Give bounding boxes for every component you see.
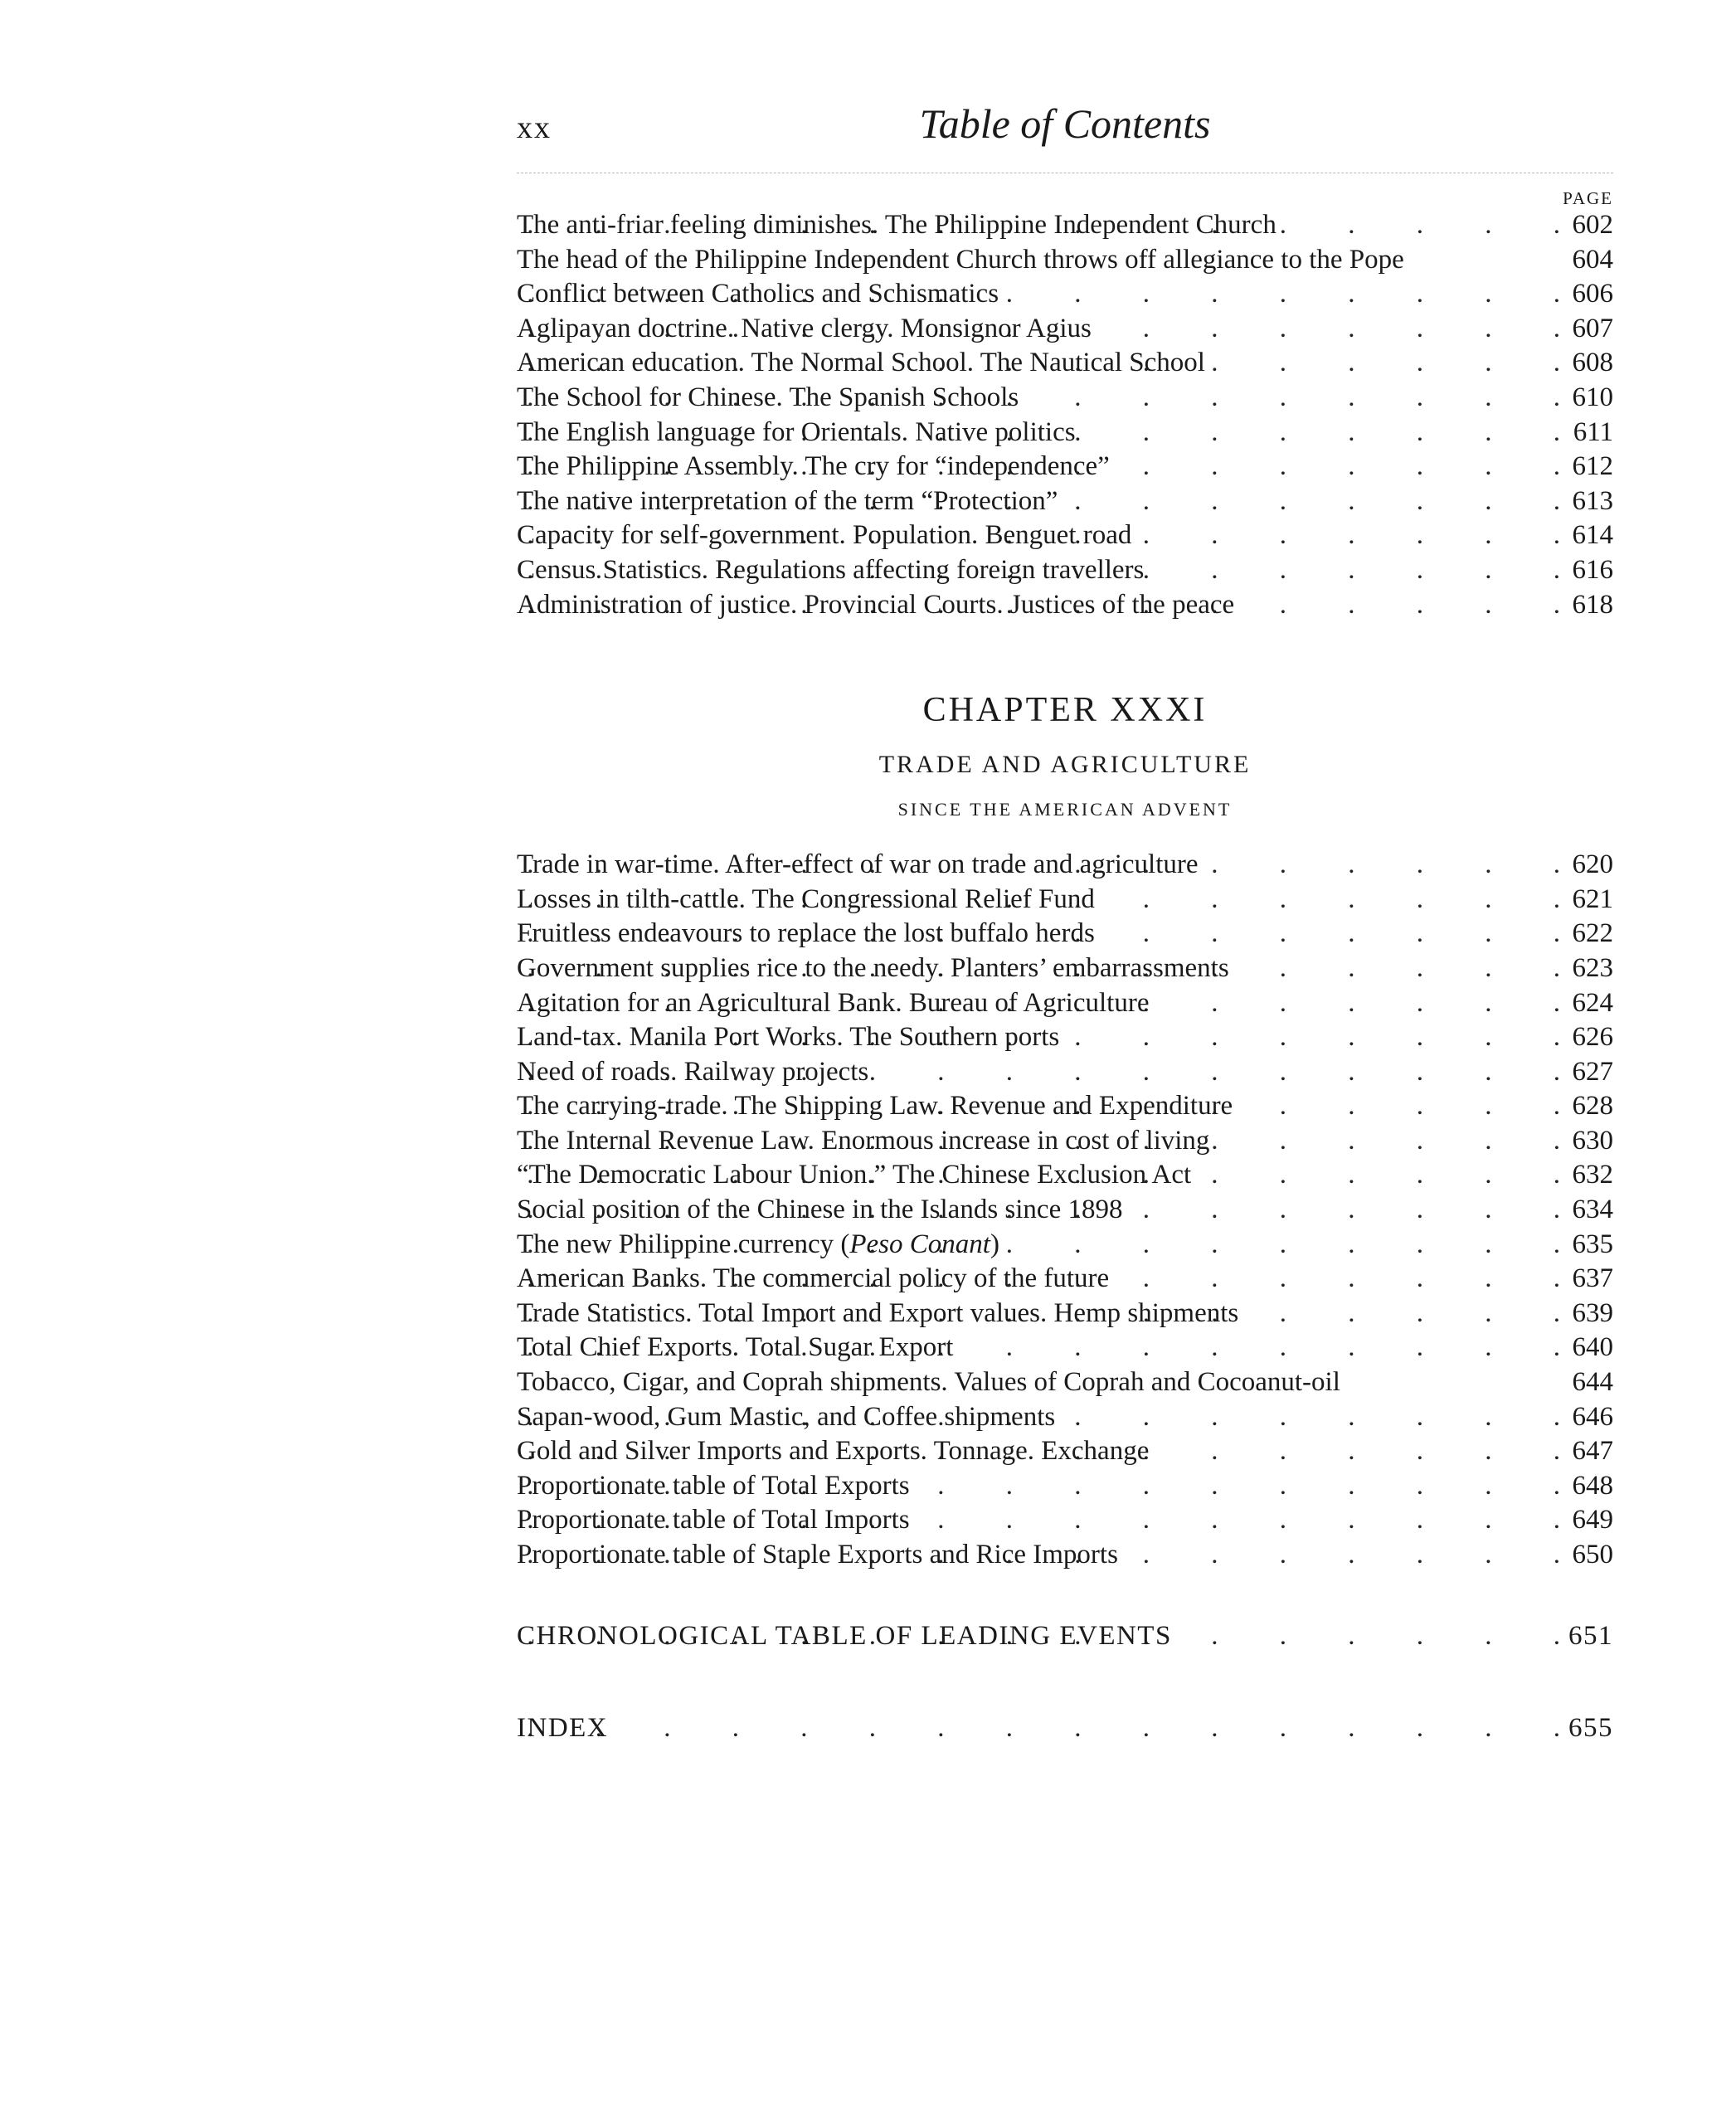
dot-leader — [1059, 1020, 1560, 1055]
toc-entry — [517, 1020, 1613, 1055]
toc-entry-page: 650 — [1572, 1540, 1613, 1570]
toc-entry — [517, 277, 1613, 312]
toc-entry-text: The English language for Orientals. Native politics — [517, 416, 1076, 447]
toc-entry — [517, 1434, 1613, 1469]
toc-entry-text: The School for Chinese. The Spanish Schools — [517, 382, 1019, 412]
page-header — [517, 100, 1613, 159]
toc-entry-text: CHRONOLOGICAL TABLE OF LEADING EVENTS — [517, 1620, 1172, 1651]
toc-entry-page: 626 — [1572, 1022, 1613, 1053]
toc-entry-text: Fruitless endeavours to replace the lost buffalo herds — [517, 918, 1095, 949]
toc-entry — [517, 951, 1613, 986]
dot-leader — [1234, 588, 1560, 623]
chapter-heading — [517, 685, 1613, 823]
dot-leader — [1238, 1297, 1560, 1331]
toc-entry-text: INDEX — [517, 1713, 609, 1744]
dot-leader — [1149, 1434, 1560, 1469]
dot-leader — [910, 1503, 1560, 1538]
toc-entry-text-part: The new Philippine currency ( — [517, 1229, 850, 1259]
toc-entry-page: 624 — [1572, 987, 1613, 1018]
chapter-subtitle: SINCE THE AMERICAN ADVENT — [897, 799, 1233, 820]
toc-entry-text: Census Statistics. Regulations affecting foreign travellers — [517, 554, 1145, 585]
toc-entry-text: Administration of justice. Provincial Courts. Justices of the peace — [517, 589, 1235, 620]
toc-entry-text: “The Democratic Labour Union.” The Chinese Exclusion Act — [517, 1160, 1192, 1190]
dot-leader — [1144, 553, 1560, 588]
toc-entry-text: Social position of the Chinese in the Islands since 1898 — [517, 1195, 1123, 1225]
dot-leader — [1199, 848, 1560, 883]
toc-entry-page: 627 — [1572, 1056, 1613, 1087]
toc-entry-page: 613 — [1572, 485, 1613, 516]
toc-entry-page: 611 — [1573, 416, 1613, 447]
toc-entry — [517, 986, 1613, 1021]
page-column-label: PAGE — [1563, 188, 1613, 208]
toc-entry — [517, 1365, 1613, 1400]
toc-entry-text: The head of the Philippine Independent Church throws off allegiance to the Pope — [517, 244, 1404, 275]
toc-entry-page: 630 — [1572, 1125, 1613, 1156]
toc-entry-text: The Internal Revenue Law. Enormous increase in cost of living — [517, 1125, 1210, 1156]
toc-entry-page: 640 — [1572, 1332, 1613, 1363]
toc-entry — [517, 381, 1613, 416]
dot-leader — [1233, 1089, 1560, 1124]
toc-entry-page: 607 — [1572, 313, 1613, 343]
toc-entry — [517, 416, 1613, 450]
toc-entry-page: 649 — [1572, 1505, 1613, 1535]
toc-entry-text: Proportionate table of Total Imports — [517, 1505, 910, 1535]
toc-entry — [517, 1158, 1613, 1193]
toc-entry — [517, 208, 1613, 243]
toc-entry-page: 623 — [1572, 952, 1613, 983]
dot-leader — [1209, 1124, 1560, 1159]
chronological-table-section — [517, 1619, 1613, 1654]
toc-entry-page: 614 — [1572, 520, 1613, 551]
toc-entry-text: The anti-friar feeling diminishes. The Philippine Independent Church — [517, 210, 1276, 240]
toc-entry-page: 612 — [1572, 451, 1613, 482]
toc-entry — [517, 588, 1613, 623]
toc-entry — [517, 484, 1613, 519]
dot-leader — [1191, 1158, 1560, 1193]
toc-entry-text: The native interpretation of the term “Protection” — [517, 485, 1058, 516]
toc-entry-text: Government supplies rice to the needy. Planters’ embarrassments — [517, 952, 1229, 983]
toc-entry-text: Gold and Silver Imports and Exports. Tonnage. Exchange — [517, 1436, 1150, 1467]
toc-entry — [517, 450, 1613, 484]
toc-entry-index — [517, 1711, 1613, 1746]
toc-entry — [517, 1297, 1613, 1331]
toc-entry — [517, 1089, 1613, 1124]
toc-entry-page: 620 — [1572, 849, 1613, 880]
toc-entry-text: The carrying-trade. The Shipping Law. Revenue and Expenditure — [517, 1091, 1233, 1122]
toc-entry-page: 637 — [1572, 1263, 1613, 1294]
toc-entry-page: 610 — [1572, 382, 1613, 412]
toc-entry-page: 644 — [1572, 1367, 1613, 1398]
toc-entry-text: Losses in tilth-cattle. The Congressional Relief Fund — [517, 883, 1095, 914]
toc-entry-page: 608 — [1572, 348, 1613, 378]
dot-leader — [1229, 951, 1560, 986]
toc-entry-page: 622 — [1572, 918, 1613, 949]
toc-entry-text: Proportionate table of Staple Exports and Rice Imports — [517, 1540, 1118, 1570]
toc-entry-text: Tobacco, Cigar, and Coprah shipments. Values of Coprah and Cocoanut-oil — [517, 1367, 1340, 1398]
dot-leader — [1109, 1262, 1560, 1297]
dot-leader — [999, 277, 1560, 312]
toc-entry — [517, 1400, 1613, 1435]
chapter-number: CHAPTER XXXI — [922, 691, 1208, 730]
toc-entry-page: 628 — [1572, 1091, 1613, 1122]
dot-leader — [1095, 883, 1560, 917]
toc-entry-page: 632 — [1572, 1160, 1613, 1190]
toc-entry-page: 621 — [1572, 883, 1613, 914]
dot-leader — [953, 1331, 1560, 1365]
toc-entry — [517, 883, 1613, 917]
dot-leader — [1118, 1538, 1560, 1573]
toc-entry — [517, 1193, 1613, 1228]
running-title: Table of Contents — [919, 100, 1211, 147]
toc-page — [517, 100, 1613, 1746]
dot-leader — [1110, 450, 1560, 484]
toc-entry-page: 618 — [1572, 589, 1613, 620]
page-folio: xx — [517, 110, 552, 145]
toc-entry-text: Capacity for self-government. Population. Benguet road — [517, 520, 1132, 551]
toc-entry-text: Sapan-wood, Gum Mastic, and Coffee shipments — [517, 1401, 1056, 1432]
toc-entry — [517, 1228, 1613, 1263]
toc-entry-text: Trade Statistics. Total Import and Export values. Hemp shipments — [517, 1297, 1239, 1328]
toc-entry-text: The Philippine Assembly. The cry for “independence” — [517, 451, 1110, 482]
dot-leader — [1205, 346, 1560, 381]
dot-leader — [910, 1469, 1560, 1504]
toc-entry-text: Land-tax. Manila Port Works. The Southern ports — [517, 1022, 1060, 1053]
toc-entry — [517, 518, 1613, 553]
dot-leader — [868, 1055, 1560, 1090]
toc-entry — [517, 243, 1613, 278]
dot-leader — [1019, 381, 1560, 416]
dot-leader — [1149, 986, 1560, 1021]
toc-entry-text: Conflict between Catholics and Schismatics — [517, 279, 999, 309]
toc-entry — [517, 312, 1613, 347]
toc-entry-page: 648 — [1572, 1470, 1613, 1501]
toc-entry — [517, 1262, 1613, 1297]
dot-leader — [1076, 416, 1560, 450]
toc-entry-text: American Banks. The commercial policy of the future — [517, 1263, 1110, 1294]
toc-entry-text: Trade in war-time. After-effect of war on trade and agriculture — [517, 849, 1199, 880]
toc-entry-page: 634 — [1572, 1195, 1613, 1225]
toc-entry-text: Need of roads. Railway projects — [517, 1056, 869, 1087]
dot-leader — [1172, 1619, 1560, 1654]
dot-leader — [608, 1711, 1560, 1746]
index-section — [517, 1711, 1613, 1746]
toc-entry-chronological-table — [517, 1619, 1613, 1654]
dot-leader — [1122, 1193, 1560, 1228]
toc-entry — [517, 1469, 1613, 1504]
toc-entry — [517, 848, 1613, 883]
toc-entry-page: 604 — [1572, 244, 1613, 275]
toc-entry-page: 606 — [1572, 279, 1613, 309]
toc-entry — [517, 1538, 1613, 1573]
dot-leader — [1095, 917, 1560, 951]
toc-entry-page: 635 — [1572, 1229, 1613, 1259]
chapter-title: TRADE AND AGRICULTURE — [878, 751, 1252, 779]
toc-entry — [517, 1503, 1613, 1538]
dot-leader — [1092, 312, 1560, 347]
previous-chapter-entries — [517, 208, 1613, 622]
toc-entry — [517, 917, 1613, 951]
dot-leader — [999, 1228, 1560, 1263]
toc-entry — [517, 1331, 1613, 1365]
toc-entry-page: 646 — [1572, 1401, 1613, 1432]
toc-entry-page: 616 — [1572, 554, 1613, 585]
toc-entry-text: American education. The Normal School. The Nautical School — [517, 348, 1205, 378]
toc-entry-page: 651 — [1568, 1620, 1613, 1651]
dot-leader — [1055, 1400, 1560, 1435]
toc-entry-text: Agitation for an Agricultural Bank. Bureau of Agriculture — [517, 987, 1150, 1018]
toc-entry — [517, 346, 1613, 381]
toc-entry-text: Aglipayan doctrine. Native clergy. Monsignor Agius — [517, 313, 1092, 343]
toc-entry-page: 639 — [1572, 1297, 1613, 1328]
toc-entry — [517, 553, 1613, 588]
toc-entry-text: Proportionate table of Total Exports — [517, 1470, 910, 1501]
toc-entry — [517, 1124, 1613, 1159]
toc-entry — [517, 1055, 1613, 1090]
toc-entry-text-italic: Peso Conant — [849, 1229, 990, 1259]
chapter-entries — [517, 848, 1613, 1572]
toc-entry-text: Total Chief Exports. Total Sugar Export — [517, 1332, 954, 1363]
toc-entry-page: 647 — [1572, 1436, 1613, 1467]
toc-entry-page: 602 — [1572, 210, 1613, 240]
dot-leader — [1131, 518, 1560, 553]
toc-entry-page: 655 — [1568, 1713, 1613, 1744]
toc-entry-text-part: ) — [990, 1229, 999, 1259]
dot-leader — [1058, 484, 1560, 519]
dot-leader — [1276, 208, 1560, 243]
